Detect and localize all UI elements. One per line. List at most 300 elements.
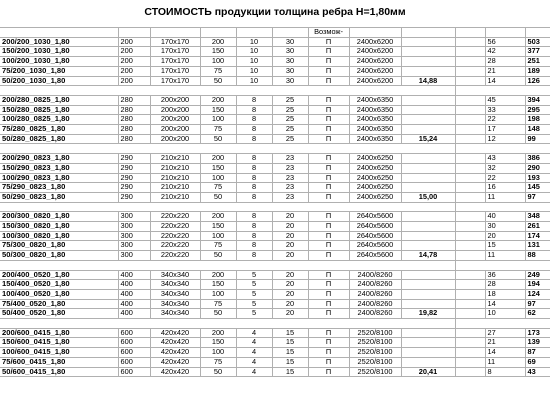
cell-group-price (401, 57, 455, 67)
cell-units: 21 (485, 66, 525, 76)
cell-width: 200 (118, 76, 150, 86)
cell-count-b: 25 (272, 125, 308, 135)
cell-blank (455, 222, 485, 232)
table-row (0, 212, 550, 222)
cell-units (485, 202, 525, 212)
cell-units: 12 (485, 134, 525, 144)
cell-type: П (308, 348, 349, 358)
cell-group-price (401, 289, 455, 299)
cell-price: 386 (525, 154, 550, 164)
cell-group-price: 14,78 (401, 251, 455, 261)
cell-units: 28 (485, 57, 525, 67)
cell-product-code (0, 319, 118, 329)
cell-sheet-size: 2400х6350 (349, 105, 401, 115)
cell-section (150, 28, 200, 38)
cell-width: 290 (118, 173, 150, 183)
table-row (0, 299, 550, 309)
cell-sheet-size: 2400/8260 (349, 270, 401, 280)
cell-sheet-size: 2400х6250 (349, 154, 401, 164)
cell-height: 75 (200, 299, 236, 309)
cell-count-a: 8 (236, 241, 272, 251)
cell-price: 249 (525, 270, 550, 280)
cell-sheet-size: 2400х6250 (349, 183, 401, 193)
cell-height: 50 (200, 309, 236, 319)
cell-count-a: 8 (236, 125, 272, 135)
cell-group-price (401, 115, 455, 125)
cell-count-b: 30 (272, 66, 308, 76)
cell-section: 420x420 (150, 367, 200, 377)
cell-blank (455, 154, 485, 164)
cell-blank (455, 309, 485, 319)
cell-height: 200 (200, 37, 236, 47)
cell-width: 200 (118, 37, 150, 47)
table-row (0, 134, 550, 144)
cell-count-b: 15 (272, 338, 308, 348)
cell-height: 50 (200, 134, 236, 144)
table-row (0, 47, 550, 57)
cell-product-code: 150/280_0825_1,80 (0, 105, 118, 115)
cell-count-a: 8 (236, 183, 272, 193)
cell-product-code (0, 202, 118, 212)
cell-type: П (308, 66, 349, 76)
cell-units: 42 (485, 47, 525, 57)
cell-group-price (401, 47, 455, 57)
cell-count-a (236, 319, 272, 329)
cell-product-code: 50/290_0823_1,80 (0, 192, 118, 202)
table-row (0, 28, 550, 38)
cell-group-price (401, 66, 455, 76)
cell-group-price (401, 28, 455, 38)
cell-count-b: 30 (272, 57, 308, 67)
cell-type: П (308, 270, 349, 280)
cell-count-a: 10 (236, 66, 272, 76)
cell-section (150, 202, 200, 212)
cell-type: П (308, 105, 349, 115)
cell-count-b: 23 (272, 192, 308, 202)
cell-height: 150 (200, 222, 236, 232)
cell-count-b: 15 (272, 357, 308, 367)
cell-count-b: 20 (272, 231, 308, 241)
cell-product-code: 100/600_0415_1,80 (0, 348, 118, 358)
cell-height: 100 (200, 231, 236, 241)
cell-width (118, 319, 150, 329)
cell-section: 170x170 (150, 57, 200, 67)
cell-price: 145 (525, 183, 550, 193)
cell-section: 200x200 (150, 95, 200, 105)
cell-price: 193 (525, 173, 550, 183)
cell-group-price (401, 95, 455, 105)
cell-width: 280 (118, 134, 150, 144)
cell-blank (455, 28, 485, 38)
cell-count-a: 4 (236, 338, 272, 348)
cell-section: 340x340 (150, 280, 200, 290)
cell-height: 150 (200, 47, 236, 57)
cell-section: 170x170 (150, 66, 200, 76)
table-row (0, 183, 550, 193)
cell-sheet-size: 2400х6350 (349, 125, 401, 135)
cell-product-code: 200/300_0820_1,80 (0, 212, 118, 222)
cell-blank (455, 57, 485, 67)
cell-count-b (272, 28, 308, 38)
table-row (0, 367, 550, 377)
cell-units (485, 28, 525, 38)
cell-count-a: 8 (236, 163, 272, 173)
cell-product-code: 200/280_0825_1,80 (0, 95, 118, 105)
cell-type: П (308, 183, 349, 193)
cell-count-b: 20 (272, 309, 308, 319)
cell-blank (455, 241, 485, 251)
cell-count-b: 20 (272, 212, 308, 222)
cell-height (200, 202, 236, 212)
cell-height (200, 319, 236, 329)
cell-units: 43 (485, 154, 525, 164)
cell-width: 200 (118, 57, 150, 67)
cell-width: 400 (118, 309, 150, 319)
table-row (0, 222, 550, 232)
cell-price (525, 144, 550, 154)
cell-section: 220x220 (150, 231, 200, 241)
cell-count-a: 8 (236, 212, 272, 222)
cell-section: 340x340 (150, 289, 200, 299)
cell-width (118, 202, 150, 212)
cell-product-code: 75/280_0825_1,80 (0, 125, 118, 135)
cell-height: 75 (200, 183, 236, 193)
cell-group-price (401, 270, 455, 280)
cell-count-a: 8 (236, 192, 272, 202)
cell-sheet-size: 2640х5600 (349, 222, 401, 232)
cell-width (118, 260, 150, 270)
cell-group-price: 15,24 (401, 134, 455, 144)
cell-units (485, 86, 525, 96)
cell-units: 22 (485, 173, 525, 183)
cell-count-b: 20 (272, 241, 308, 251)
cell-group-price (401, 222, 455, 232)
table-row (0, 192, 550, 202)
cell-product-code: 50/300_0820_1,80 (0, 251, 118, 261)
table-row (0, 328, 550, 338)
cell-group-price (401, 319, 455, 329)
cell-count-b: 20 (272, 222, 308, 232)
cell-group-price (401, 260, 455, 270)
cell-count-a: 5 (236, 309, 272, 319)
cell-units: 10 (485, 309, 525, 319)
cell-units: 45 (485, 95, 525, 105)
sheet-title: СТОИМОСТЬ продукции толщина ребра Н=1,80мм (144, 6, 406, 18)
cell-price (525, 260, 550, 270)
table-body (0, 28, 550, 377)
cell-count-a: 4 (236, 348, 272, 358)
cell-width: 200 (118, 47, 150, 57)
cell-count-b: 30 (272, 47, 308, 57)
cell-section: 170x170 (150, 76, 200, 86)
cell-blank (455, 202, 485, 212)
cell-width: 400 (118, 280, 150, 290)
cell-section: 210x210 (150, 183, 200, 193)
cell-sheet-size: 2400х6350 (349, 134, 401, 144)
cell-type (308, 202, 349, 212)
table-row (0, 86, 550, 96)
cell-price: 88 (525, 251, 550, 261)
cell-units: 30 (485, 222, 525, 232)
cell-count-a: 10 (236, 47, 272, 57)
cell-section (150, 260, 200, 270)
cell-type: П (308, 328, 349, 338)
cell-type: П (308, 125, 349, 135)
cell-units: 56 (485, 37, 525, 47)
cell-group-price (401, 105, 455, 115)
cell-price: 174 (525, 231, 550, 241)
cell-product-code: 150/200_1030_1,80 (0, 47, 118, 57)
cell-type: П (308, 76, 349, 86)
cell-sheet-size: 2640х5600 (349, 241, 401, 251)
cell-count-b: 25 (272, 105, 308, 115)
cell-blank (455, 163, 485, 173)
cell-count-a: 8 (236, 222, 272, 232)
cell-product-code: 150/600_0415_1,80 (0, 338, 118, 348)
cell-count-a: 8 (236, 95, 272, 105)
cell-count-b: 15 (272, 348, 308, 358)
cell-height: 200 (200, 270, 236, 280)
cell-section (150, 86, 200, 96)
cell-blank (455, 144, 485, 154)
cell-sheet-size: 2640х5600 (349, 231, 401, 241)
cell-group-price (401, 173, 455, 183)
cell-section: 340x340 (150, 309, 200, 319)
cell-blank (455, 66, 485, 76)
cell-height: 150 (200, 338, 236, 348)
cell-width: 600 (118, 338, 150, 348)
cell-blank (455, 37, 485, 47)
cell-width: 400 (118, 270, 150, 280)
table-row (0, 202, 550, 212)
cell-sheet-size: 2520/8100 (349, 367, 401, 377)
cell-sheet-size (349, 144, 401, 154)
cell-product-code: 100/280_0825_1,80 (0, 115, 118, 125)
table-row (0, 309, 550, 319)
cell-count-b (272, 319, 308, 329)
cell-width (118, 86, 150, 96)
cell-blank (455, 95, 485, 105)
cell-section: 200x200 (150, 115, 200, 125)
cell-type: П (308, 37, 349, 47)
cell-count-a: 8 (236, 173, 272, 183)
cell-count-b: 25 (272, 134, 308, 144)
cell-price: 503 (525, 37, 550, 47)
cell-price: 198 (525, 115, 550, 125)
cell-width (118, 28, 150, 38)
cell-product-code: 100/300_0820_1,80 (0, 231, 118, 241)
cell-blank (455, 319, 485, 329)
cell-price (525, 202, 550, 212)
cell-width: 400 (118, 289, 150, 299)
cell-price: 194 (525, 280, 550, 290)
cell-group-price (401, 202, 455, 212)
cell-section: 340x340 (150, 270, 200, 280)
cell-count-b (272, 260, 308, 270)
cell-count-a: 8 (236, 134, 272, 144)
cell-units: 21 (485, 338, 525, 348)
cell-sheet-size: 2400х6250 (349, 163, 401, 173)
cell-price (525, 319, 550, 329)
cell-count-a: 8 (236, 231, 272, 241)
cell-width: 300 (118, 222, 150, 232)
cell-units: 33 (485, 105, 525, 115)
cell-section: 200x200 (150, 105, 200, 115)
cell-units (485, 319, 525, 329)
cell-type: П (308, 173, 349, 183)
cell-product-code (0, 260, 118, 270)
cell-width: 300 (118, 241, 150, 251)
cell-units: 36 (485, 270, 525, 280)
cell-group-price (401, 37, 455, 47)
cell-price: 124 (525, 289, 550, 299)
cell-height: 200 (200, 212, 236, 222)
cell-section (150, 319, 200, 329)
cell-price: 394 (525, 95, 550, 105)
cell-product-code (0, 86, 118, 96)
cell-product-code: 200/290_0823_1,80 (0, 154, 118, 164)
cell-units: 8 (485, 367, 525, 377)
cell-count-a: 5 (236, 299, 272, 309)
cell-units (485, 144, 525, 154)
table-row (0, 270, 550, 280)
cell-height: 75 (200, 241, 236, 251)
cell-width: 300 (118, 231, 150, 241)
cell-price: 261 (525, 222, 550, 232)
cell-blank (455, 212, 485, 222)
cell-blank (455, 367, 485, 377)
table-row (0, 57, 550, 67)
cell-group-price (401, 357, 455, 367)
cell-price: 377 (525, 47, 550, 57)
cell-sheet-size (349, 202, 401, 212)
cell-product-code: 50/280_0825_1,80 (0, 134, 118, 144)
cell-type: П (308, 357, 349, 367)
cell-sheet-size: 2400/8260 (349, 289, 401, 299)
cell-blank (455, 105, 485, 115)
cell-width: 600 (118, 348, 150, 358)
cell-blank (455, 280, 485, 290)
cell-units: 11 (485, 357, 525, 367)
cell-width: 600 (118, 367, 150, 377)
cell-section: 220x220 (150, 222, 200, 232)
cell-product-code: 100/200_1030_1,80 (0, 57, 118, 67)
cell-width (118, 144, 150, 154)
cell-height (200, 28, 236, 38)
cell-height: 200 (200, 328, 236, 338)
table-row (0, 338, 550, 348)
cell-price: 126 (525, 76, 550, 86)
cell-price (525, 28, 550, 38)
cell-section: 210x210 (150, 163, 200, 173)
cell-count-a: 5 (236, 280, 272, 290)
cell-price: 97 (525, 192, 550, 202)
cell-type (308, 319, 349, 329)
cell-section (150, 144, 200, 154)
cell-group-price (401, 348, 455, 358)
cell-type (308, 144, 349, 154)
cell-count-b: 30 (272, 76, 308, 86)
cell-count-a (236, 260, 272, 270)
table-row (0, 115, 550, 125)
cell-units: 22 (485, 115, 525, 125)
cell-width: 200 (118, 66, 150, 76)
cell-type: П (308, 338, 349, 348)
table-row (0, 105, 550, 115)
cell-height: 150 (200, 280, 236, 290)
cell-count-b: 23 (272, 163, 308, 173)
cell-height (200, 86, 236, 96)
cell-price: 97 (525, 299, 550, 309)
cell-group-price (401, 183, 455, 193)
table-row (0, 37, 550, 47)
table-row (0, 76, 550, 86)
cell-type: П (308, 299, 349, 309)
cell-group-price (401, 241, 455, 251)
cell-units: 40 (485, 212, 525, 222)
cell-width: 290 (118, 183, 150, 193)
cell-type: Возмож- (308, 28, 349, 38)
cell-count-a: 5 (236, 270, 272, 280)
cell-width: 290 (118, 154, 150, 164)
cell-price: 148 (525, 125, 550, 135)
cell-product-code: 150/290_0823_1,80 (0, 163, 118, 173)
cell-type (308, 260, 349, 270)
cell-units: 18 (485, 289, 525, 299)
cell-count-b: 25 (272, 95, 308, 105)
cell-sheet-size: 2520/8100 (349, 338, 401, 348)
cell-sheet-size: 2400х6200 (349, 76, 401, 86)
cell-group-price (401, 86, 455, 96)
cell-count-a: 4 (236, 367, 272, 377)
cell-height: 200 (200, 154, 236, 164)
cell-type: П (308, 134, 349, 144)
cell-product-code: 200/600_0415_1,80 (0, 328, 118, 338)
cell-units: 11 (485, 192, 525, 202)
cell-units: 14 (485, 299, 525, 309)
cell-width: 400 (118, 299, 150, 309)
cell-count-a (236, 202, 272, 212)
cell-count-b: 15 (272, 367, 308, 377)
cell-blank (455, 134, 485, 144)
cell-product-code: 150/400_0520_1,80 (0, 280, 118, 290)
cell-sheet-size (349, 86, 401, 96)
cell-group-price (401, 163, 455, 173)
cell-type: П (308, 251, 349, 261)
cell-blank (455, 173, 485, 183)
cell-width: 300 (118, 212, 150, 222)
cell-units: 14 (485, 348, 525, 358)
cell-group-price (401, 299, 455, 309)
cell-width: 280 (118, 95, 150, 105)
cell-width: 300 (118, 251, 150, 261)
cell-product-code: 75/200_1030_1,80 (0, 66, 118, 76)
cell-type: П (308, 57, 349, 67)
cell-section: 420x420 (150, 328, 200, 338)
cell-sheet-size: 2400х6200 (349, 37, 401, 47)
cell-count-a: 10 (236, 57, 272, 67)
cell-blank (455, 328, 485, 338)
cell-count-b: 25 (272, 115, 308, 125)
cell-blank (455, 76, 485, 86)
cell-count-a: 8 (236, 154, 272, 164)
cell-section: 210x210 (150, 154, 200, 164)
cell-height: 75 (200, 66, 236, 76)
cell-units (485, 260, 525, 270)
cell-count-b (272, 202, 308, 212)
cell-count-a: 5 (236, 289, 272, 299)
table-row (0, 357, 550, 367)
